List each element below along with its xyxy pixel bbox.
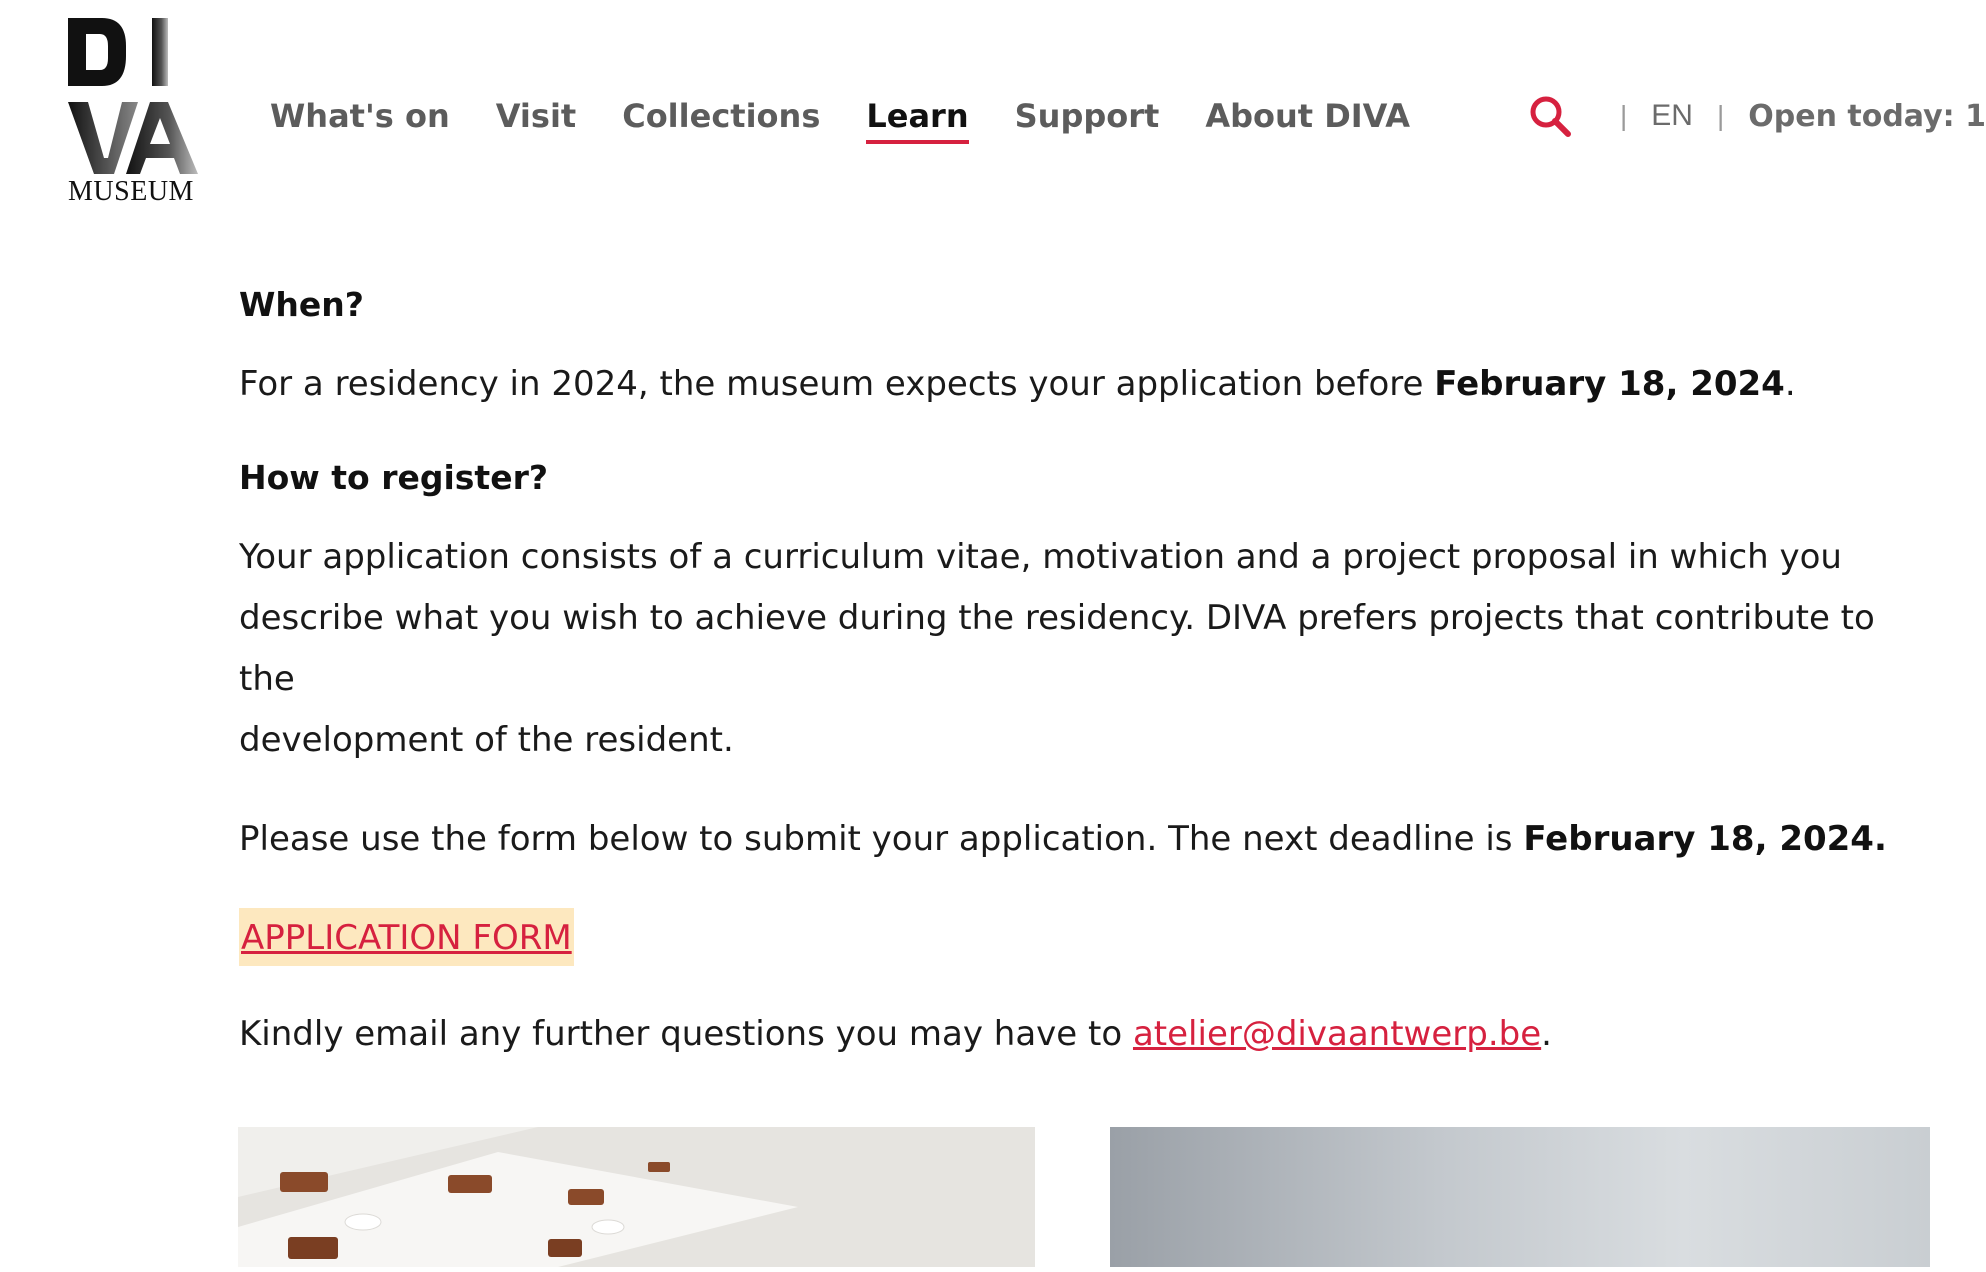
when-text-end: . [1784,364,1796,404]
language-switcher[interactable]: EN [1651,99,1693,132]
diva-museum-logo[interactable] [64,14,204,214]
nav-item-visit[interactable]: Visit [495,97,577,135]
register-line-3: development of the resident. [239,720,734,760]
search-icon[interactable] [1528,94,1572,138]
email-paragraph [239,1004,1899,1065]
when-deadline: February 18, 2024 [1434,364,1785,404]
deadline-date: February 18, 2024. [1523,819,1887,859]
register-paragraph [239,527,1899,771]
separator: | [1716,100,1725,131]
main-nav [270,92,1456,140]
utility-bar [1528,92,1986,140]
deadline-paragraph [239,809,1899,870]
email-text: Kindly email any further questions you may have to [239,1014,1133,1054]
register-line-2: describe what you wish to achieve during the residency. DIVA prefers projects that contribute to the [239,598,1875,699]
email-text-end: . [1541,1014,1552,1054]
deadline-text: Please use the form below to submit your application. The next deadline is [239,819,1524,859]
nav-item-support[interactable]: Support [1014,97,1160,135]
residency-image-left[interactable] [238,1127,1035,1267]
separator: | [1620,100,1628,131]
logo-subtitle: MUSEUM [68,176,194,207]
nav-item-whats-on[interactable]: What's on [270,97,450,135]
email-link[interactable]: atelier@divaantwerp.be [1132,1014,1542,1054]
residency-image-right[interactable] [1110,1127,1930,1267]
gallery-table-photo [238,1127,1035,1267]
register-line-1: Your application consists of a curriculum vitae, motivation and a project proposal in which you [239,537,1842,577]
main-content [239,278,1899,1065]
application-form-link[interactable]: APPLICATION FORM [239,908,574,966]
when-heading: When? [239,285,364,324]
nav-item-learn[interactable]: Learn [866,92,968,140]
nav-item-collections[interactable]: Collections [622,97,821,135]
when-text: For a residency in 2024, the museum expects your application before [239,364,1435,404]
register-heading: How to register? [239,458,549,497]
diva-logo-mark [64,14,204,174]
nav-item-about-diva[interactable]: About DIVA [1205,97,1411,135]
when-paragraph [239,354,1899,415]
opening-hours[interactable]: Open today: 1 [1748,98,1986,134]
application-form-wrapper [239,908,1899,966]
